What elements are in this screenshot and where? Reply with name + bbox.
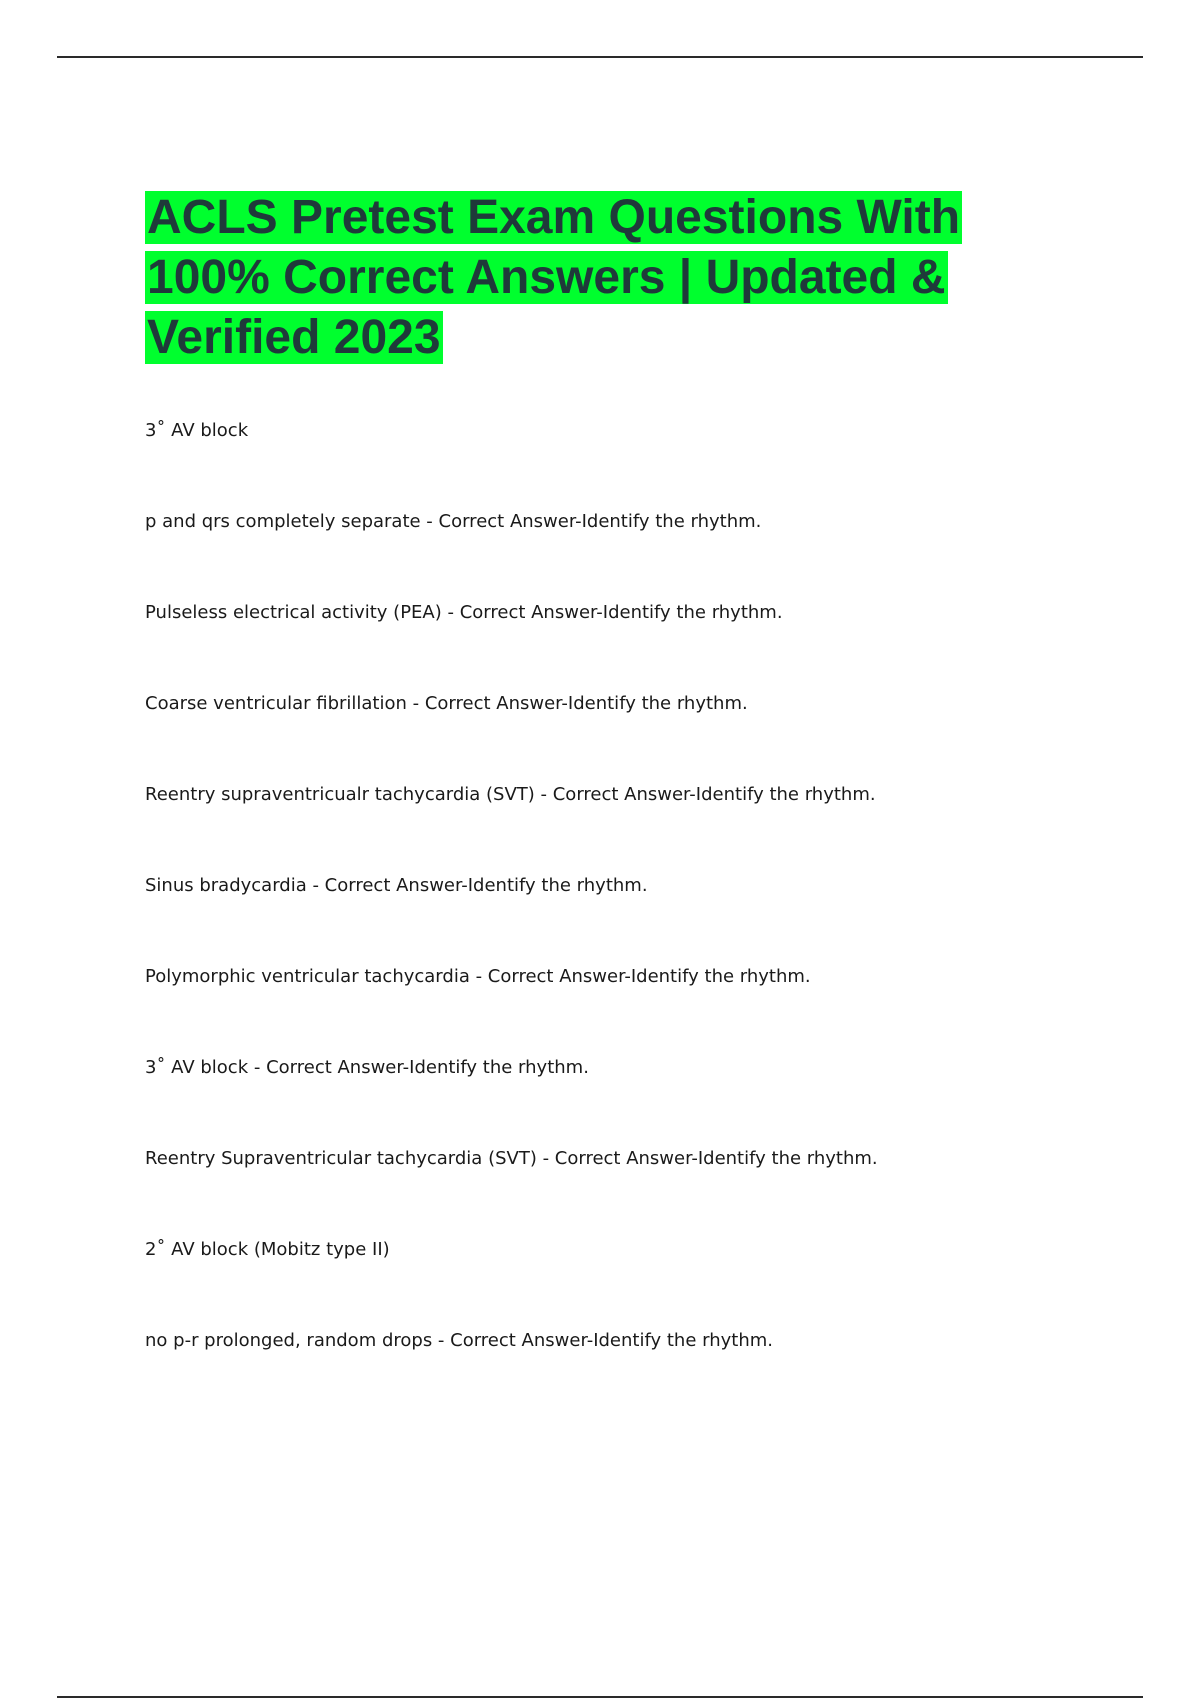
question-line: no p-r prolonged, random drops - Correct Answer-Identify the rhythm. [145, 1330, 773, 1351]
document-body [145, 188, 1045, 1421]
question-line: 3˚ AV block - Correct Answer-Identify the rhythm. [145, 1057, 589, 1078]
document-title-text: ACLS Pretest Exam Questions With 100% Correct Answers | Updated & Verified 2023 [147, 191, 961, 364]
document-title [145, 188, 1045, 368]
header-rule [57, 56, 1143, 58]
question-line: 2˚ AV block (Mobitz type II) [145, 1239, 390, 1260]
question-line: Sinus bradycardia - Correct Answer-Identify the rhythm. [145, 875, 648, 896]
question-line: 3˚ AV block [145, 420, 249, 441]
question-line: Reentry supraventricualr tachycardia (SVT) - Correct Answer-Identify the rhythm. [145, 784, 876, 805]
question-line: Polymorphic ventricular tachycardia - Correct Answer-Identify the rhythm. [145, 966, 811, 987]
question-line: Pulseless electrical activity (PEA) - Correct Answer-Identify the rhythm. [145, 602, 783, 623]
footer-rule [57, 1696, 1143, 1698]
question-line: Reentry Supraventricular tachycardia (SVT) - Correct Answer-Identify the rhythm. [145, 1148, 878, 1169]
question-list [145, 420, 1045, 1421]
question-line: p and qrs completely separate - Correct Answer-Identify the rhythm. [145, 511, 762, 532]
question-line: Coarse ventricular fibrillation - Correct Answer-Identify the rhythm. [145, 693, 748, 714]
